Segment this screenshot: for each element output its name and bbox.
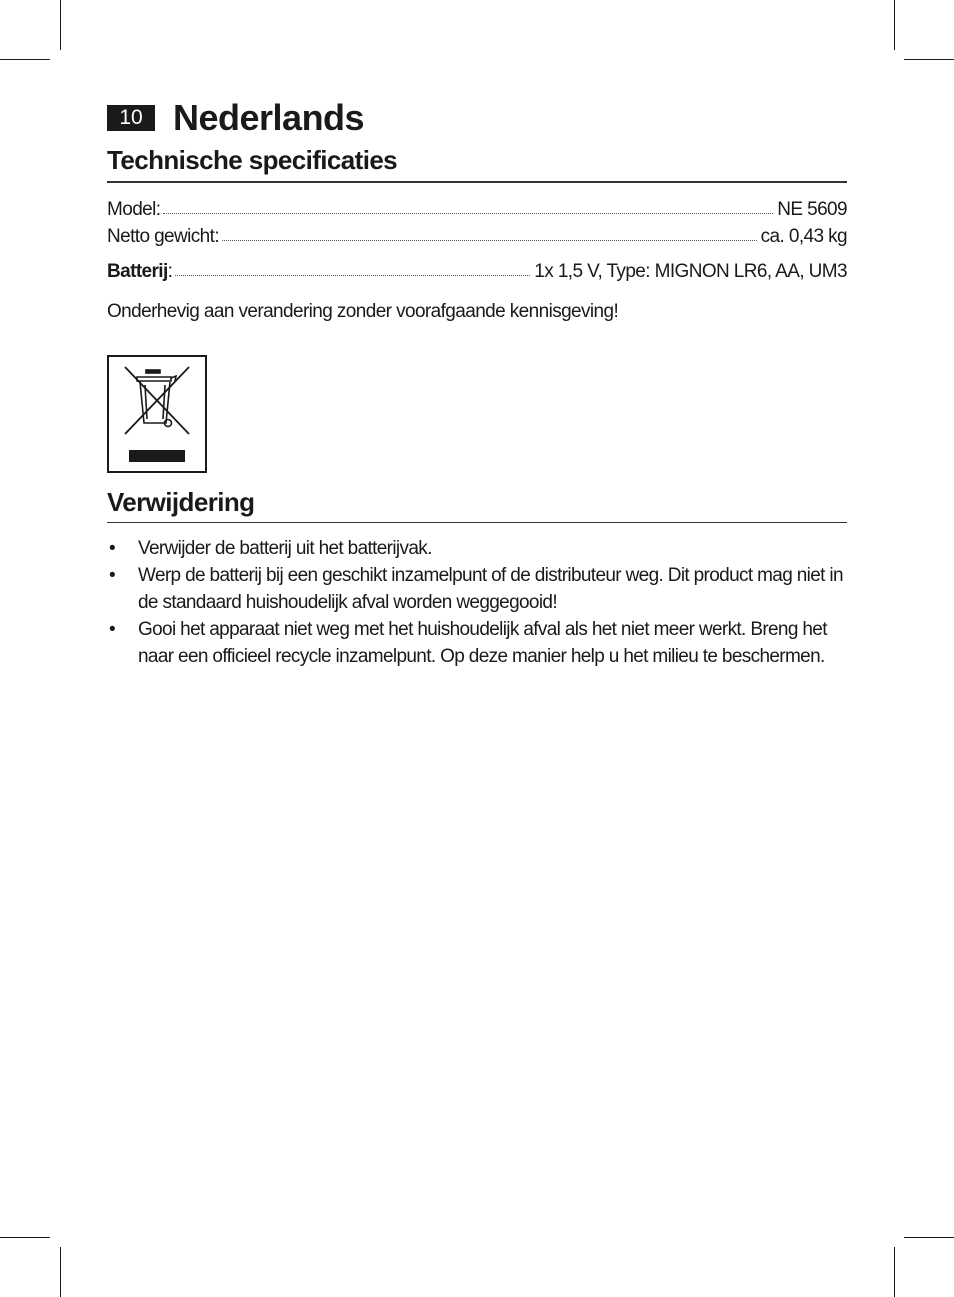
spec-label: Model:: [107, 199, 161, 220]
list-item: [107, 562, 847, 616]
language-title: Nederlands: [173, 97, 365, 138]
crop-mark: [894, 1247, 895, 1297]
bullet-icon: •: [109, 565, 116, 586]
crop-mark: [894, 0, 895, 50]
list-item: [107, 616, 847, 670]
spec-value: NE 5609: [777, 199, 847, 220]
crop-mark: [904, 59, 954, 60]
spec-label-suffix: :: [167, 261, 173, 282]
bullet-icon: •: [109, 619, 116, 640]
crop-mark: [0, 1237, 50, 1238]
spec-label: [107, 258, 172, 285]
crop-mark: [60, 0, 61, 50]
page-content: [107, 95, 847, 670]
dot-leader: [222, 239, 757, 241]
crop-mark: [904, 1237, 954, 1238]
crop-mark: [0, 59, 50, 60]
crossed-out-wheelie-bin-icon: [107, 355, 207, 473]
spec-value: ca. 0,43 kg: [760, 226, 847, 247]
spec-label: Netto gewicht:: [107, 226, 219, 247]
specs-list: [107, 196, 847, 285]
disposal-bullet-list: [107, 535, 847, 670]
list-item: [107, 535, 847, 562]
spec-row-battery: [107, 258, 847, 285]
language-header: [107, 95, 847, 141]
wheelie-bin-graphic: [109, 357, 205, 471]
list-item-text: Gooi het apparaat niet weg met het huishoudelijk afval als het niet meer werkt. Breng het naar een officieel recycle inzamelpunt. Op deze manier help u het milieu te beschermen.: [138, 619, 827, 667]
dot-leader: [175, 274, 530, 276]
specs-section-title: Technische specificaties: [107, 145, 847, 183]
list-item-text: Verwijder de batterij uit het batterijvak.: [138, 538, 432, 559]
crop-mark: [60, 1247, 61, 1297]
spec-label-bold: Batterij: [107, 261, 168, 282]
spec-value: 1x 1,5 V, Type: MIGNON LR6, AA, UM3: [534, 261, 847, 282]
page-number-badge: 10: [107, 105, 155, 131]
disposal-section-title: Verwijdering: [107, 487, 847, 523]
spec-row-model: [107, 196, 847, 223]
dot-leader: [163, 212, 773, 214]
bullet-icon: •: [109, 538, 116, 559]
change-notice: Onderhevig aan verandering zonder voorafgaande kennisgeving!: [107, 301, 619, 322]
list-item-text: Werp de batterij bij een geschikt inzamelpunt of de distributeur weg. Dit product mag niet in de standaard huishoudelijk afval worden weggegooid!: [138, 565, 843, 613]
spec-row-weight: [107, 223, 847, 250]
